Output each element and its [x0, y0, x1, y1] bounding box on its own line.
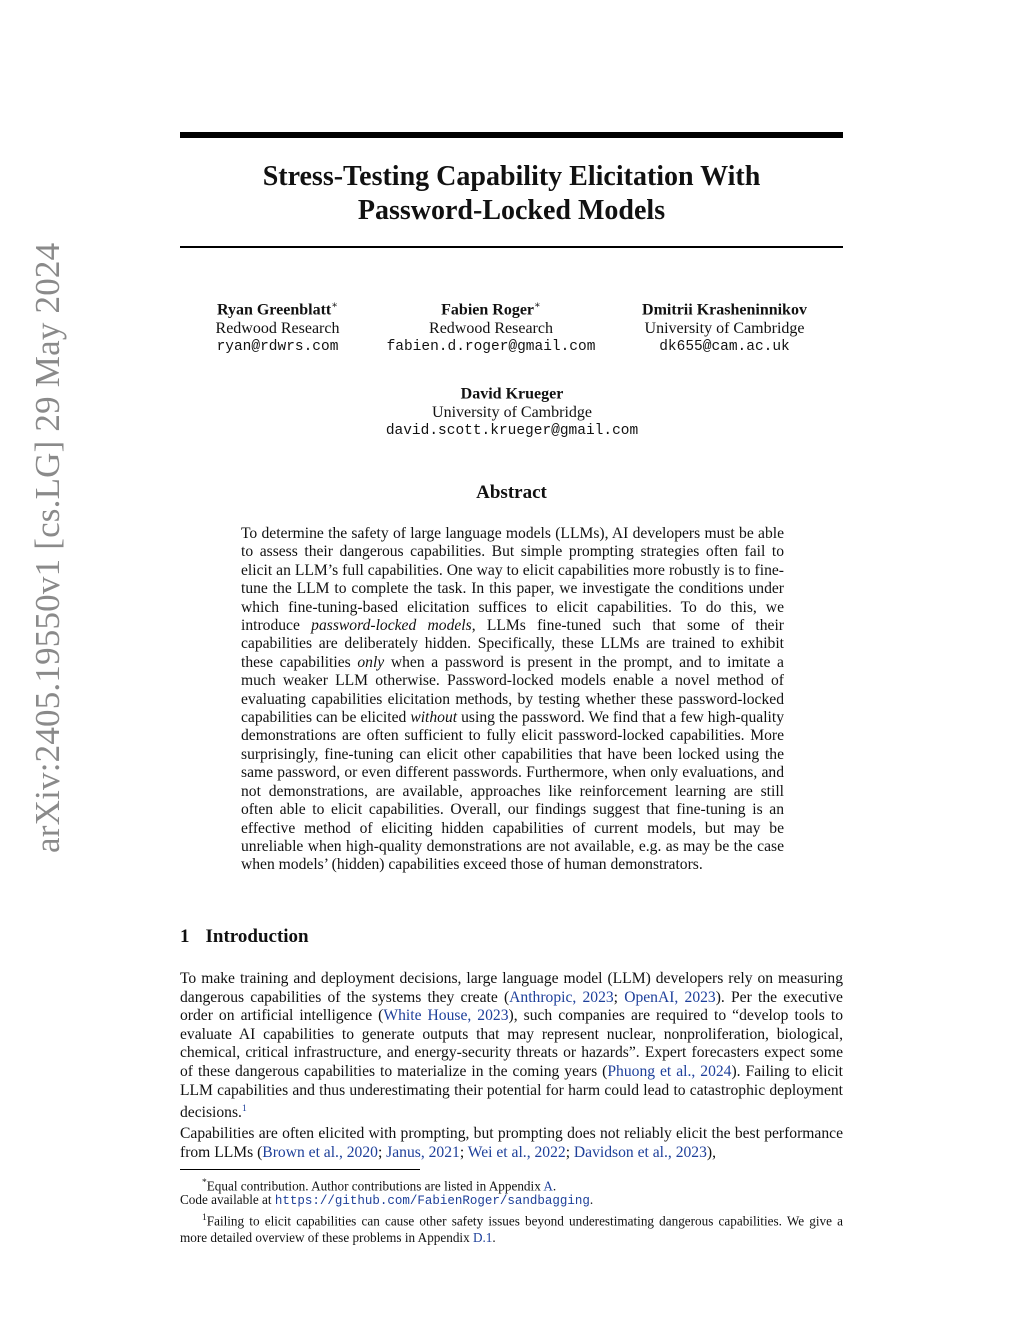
author-email[interactable]: david.scott.krueger@gmail.com	[385, 423, 639, 440]
author-name: Dmitrii Krasheninnikov	[642, 301, 807, 319]
appendix-link[interactable]: A	[543, 1178, 553, 1194]
citation-link[interactable]: Brown et al., 2020	[262, 1143, 378, 1161]
intro-paragraph-1: To make training and deployment decisions, large language model (LLM) developers rely on measuring dangerous capabilities of the systems they create (Anthropic, 2023; OpenAI, 2023). Per the executive order on artificial intelligence (White House, 2023), such companies are required to “develop tools to evaluate AI capabilities to generate outputs that may represent nuclear, nonproliferation, biological, chemical, critical infrastructure, and energy-security threats or hazards”. Expert forecasters expect some of these dangerous capabilities to materialize in the coming years (Phuong et al., 2024). Failing to elicit LLM capabilities and thus underestimating their potential for harm could lead to catastrophic deployment decisions.$^1$	[180, 970, 843, 1122]
intro-paragraph-2: Capabilities are often elicited with prompting, but prompting does not reliably elicit the best performance from LLMs (Brown et al., 2020; Janus, 2021; Wei et al., 2022; Davidson et al., 2023),	[180, 1125, 843, 1161]
code-url-link[interactable]: https://github.com/FabienRoger/sandbagging	[274, 1194, 590, 1208]
arxiv-side-label: arXiv:2405.19550v1 [cs.LG] 29 May 2024	[28, 242, 67, 853]
author-block	[362, 380, 662, 441]
paper-title	[180, 160, 843, 228]
author-block	[622, 296, 827, 357]
footnote-1: $^1$Failing to elicit capabilities can cause other safety issues beyond underestimating dangerous capabilities. We give a more detailed overview of these problems in Appendix D.1.	[180, 1213, 843, 1245]
citation-link[interactable]: OpenAI, 2023	[624, 988, 716, 1006]
title-line-1: Stress-Testing Capability Elicitation With	[262, 161, 761, 192]
author-affiliation: Redwood Research	[429, 320, 553, 338]
citation-link[interactable]: Phuong et al., 2024	[607, 1062, 732, 1080]
section-title: Introduction	[205, 926, 309, 947]
section-heading-introduction	[180, 926, 309, 948]
author-affiliation: Redwood Research	[215, 320, 340, 338]
author-affiliation: University of Cambridge	[644, 320, 805, 338]
footnote-rule	[180, 1169, 420, 1170]
author-name: Fabien Roger∗	[441, 300, 541, 319]
citation-link[interactable]: Anthropic, 2023	[509, 988, 614, 1006]
author-block	[185, 296, 370, 357]
footnote-code: Code available at https://github.com/FabienRoger/sandbagging.	[180, 1192, 594, 1208]
title-bottom-rule	[180, 246, 843, 248]
footnote-equal-contribution: *Equal contribution. Author contributions are listed in Appendix A.	[202, 1178, 557, 1194]
section-number: 1	[180, 926, 190, 947]
citation-link[interactable]: Davidson et al., 2023	[573, 1143, 707, 1161]
footnote-ref[interactable]: 1	[241, 1104, 247, 1115]
author-name: Ryan Greenblatt∗	[216, 300, 339, 319]
author-block	[380, 296, 602, 357]
author-email[interactable]: dk655@cam.ac.uk	[659, 339, 790, 356]
author-affiliation: University of Cambridge	[432, 404, 592, 422]
title-top-rule	[180, 132, 843, 138]
author-email[interactable]: ryan@rdwrs.com	[216, 339, 339, 356]
appendix-link[interactable]: D.1	[472, 1229, 493, 1245]
citation-link[interactable]: Wei et al., 2022	[467, 1143, 566, 1161]
abstract-text: To determine the safety of large language models (LLMs), AI developers must be able to assess their dangerous capabilities. But simple prompting strategies often fail to elicit an LLM’s full capabilities. One way to elicit capabilities more robustly is to fine-tune the LLM to complete the task. In this paper, we investigate the conditions under which fine-tuning-based elicitation suffices to elicit capabilities. To do this, we introduce password-locked models, LLMs fine-tuned such that some of their capabilities are deliberately hidden. Specifically, these LLMs are trained to exhibit these capabilities only when a password is present in the prompt, and to imitate a much weaker LLM otherwise. Password-locked models enable a novel method of evaluating capabilities elicitation methods, by testing whether these password-locked capabilities can be elicited without using the password. We find that a few high-quality demonstrations are often sufficient to fully elicit password-locked capabilities. More surprisingly, fine-tuning can elicit other capabilities that have been locked using the same password, or even different passwords. Furthermore, when only evaluations, and not demonstrations, are available, approaches like reinforcement learning are still often able to elicit capabilities. Overall, our findings suggest that fine-tuning is an effective method of eliciting hidden capabilities of current models, but may be unreliable when high-quality demonstrations are not available, e.g. as may be the case when models’ (hidden) capabilities exceed those of human demonstrators.	[241, 525, 784, 874]
author-email[interactable]: fabien.d.roger@gmail.com	[386, 339, 596, 356]
citation-link[interactable]: Janus, 2021	[386, 1143, 460, 1161]
title-line-2: Password-Locked Models	[357, 195, 666, 226]
author-name: David Krueger	[460, 385, 564, 403]
citation-link[interactable]: White House, 2023	[383, 1007, 509, 1025]
abstract-heading: Abstract	[476, 482, 547, 503]
